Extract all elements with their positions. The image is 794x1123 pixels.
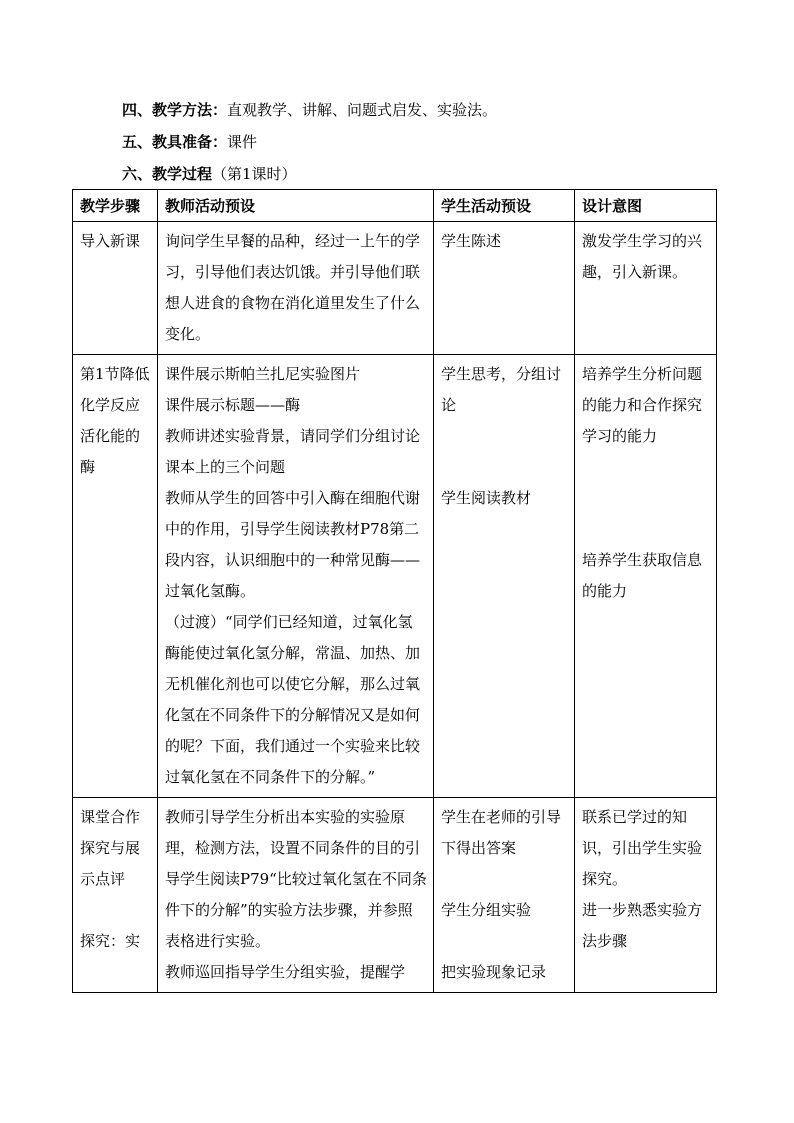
section-teaching-aids <box>122 132 257 152</box>
cell-paragraph: 探究：实 <box>80 932 141 950</box>
section-value: 课件 <box>227 133 258 151</box>
table-row <box>73 222 717 355</box>
cell-paragraph: 询问学生早餐的品种，经过一上午的学习，引导他们表达饥饿。并引导他们联想人进食的食物在消化道里发生了什么变化。 <box>165 232 421 343</box>
cell-paragraph: 课件展示标题——酶 <box>165 396 301 414</box>
cell-design-intent <box>575 798 717 993</box>
section-label: 五、教具准备： <box>122 133 228 151</box>
header-step: 教学步骤 <box>73 190 158 222</box>
cell-paragraph: （过渡）“同学们已经知道，过氧化氢酶能使过氧化氢分解，常温、加热、加无机催化剂也可以使它分解，那么过氧化氢在不同条件下的分解情况又是如何的呢？下面，我们通过一个实验来比较过氧化氢在不同条件下的分解。” <box>165 613 421 786</box>
section-teaching-method <box>122 100 497 120</box>
cell-paragraph: 培养学生获取信息的能力 <box>582 551 703 600</box>
table-header-row <box>73 190 717 222</box>
cell-student-activity <box>434 222 575 355</box>
cell-paragraph: 学生分组实验 <box>441 901 532 919</box>
cell-teacher-activity <box>158 355 434 798</box>
cell-paragraph: 激发学生学习的兴趣，引入新课。 <box>582 232 703 281</box>
blank-line <box>441 421 568 452</box>
section-label: 四、教学方法： <box>122 101 228 119</box>
cell-paragraph: 把实验现象记录 <box>441 963 547 981</box>
cell-step <box>73 355 158 798</box>
blank-line <box>582 514 710 545</box>
cell-paragraph: 教师从学生的回答中引入酶在细胞代谢中的作用，引导学生阅读教材P78第二段内容，认识细胞中的一种常见酶——过氧化氢酶。 <box>165 489 421 600</box>
cell-step <box>73 222 158 355</box>
blank-line <box>80 895 151 926</box>
cell-design-intent <box>575 355 717 798</box>
section-teaching-process <box>122 164 297 184</box>
cell-paragraph: 培养学生分析问题的能力和合作探究学习的能力 <box>582 365 703 445</box>
cell-paragraph: 学生思考，分组讨论 <box>441 365 562 414</box>
blank-line <box>441 452 568 483</box>
cell-paragraph: 导入新课 <box>80 232 141 250</box>
cell-paragraph: 教师巡回指导学生分组实验，提醒学 <box>165 963 406 981</box>
cell-teacher-activity <box>158 222 434 355</box>
cell-paragraph: 第1节降低化学反应活化能的酶 <box>80 365 150 476</box>
cell-teacher-activity <box>158 798 434 993</box>
cell-paragraph: 学生阅读教材 <box>441 489 532 507</box>
cell-paragraph: 教师引导学生分析出本实验的实验原理，检测方法，设置不同条件的目的引导学生阅读P79“比较过氧化氢在不同条件下的分解”的实验方法步骤，并参照表格进行实验。 <box>165 808 427 950</box>
cell-step <box>73 798 158 993</box>
cell-student-activity <box>434 798 575 993</box>
lesson-plan-table <box>72 189 717 993</box>
cell-student-activity <box>434 355 575 798</box>
table-row <box>73 798 717 993</box>
cell-paragraph: 课堂合作探究与展示点评 <box>80 808 141 888</box>
cell-paragraph: 进一步熟悉实验方法步骤 <box>582 901 703 950</box>
section-value: 直观教学、讲解、问题式启发、实验法。 <box>227 101 498 119</box>
header-design-intent: 设计意图 <box>575 190 717 222</box>
blank-line <box>441 926 568 957</box>
table-row <box>73 355 717 798</box>
header-student-activity: 学生活动预设 <box>434 190 575 222</box>
cell-paragraph: 课件展示斯帕兰扎尼实验图片 <box>165 365 361 383</box>
cell-paragraph: 学生陈述 <box>441 232 502 250</box>
blank-line <box>582 452 710 483</box>
cell-paragraph: 联系已学过的知识，引出学生实验探究。 <box>582 808 703 888</box>
cell-design-intent <box>575 222 717 355</box>
section-value: （第1课时） <box>212 165 297 183</box>
section-label: 六、教学过程 <box>122 165 213 183</box>
cell-paragraph: 学生在老师的引导下得出答案 <box>441 808 562 857</box>
blank-line <box>582 483 710 514</box>
header-teacher-activity: 教师活动预设 <box>158 190 434 222</box>
blank-line <box>441 864 568 895</box>
cell-paragraph: 教师讲述实验背景，请同学们分组讨论课本上的三个问题 <box>165 427 421 476</box>
